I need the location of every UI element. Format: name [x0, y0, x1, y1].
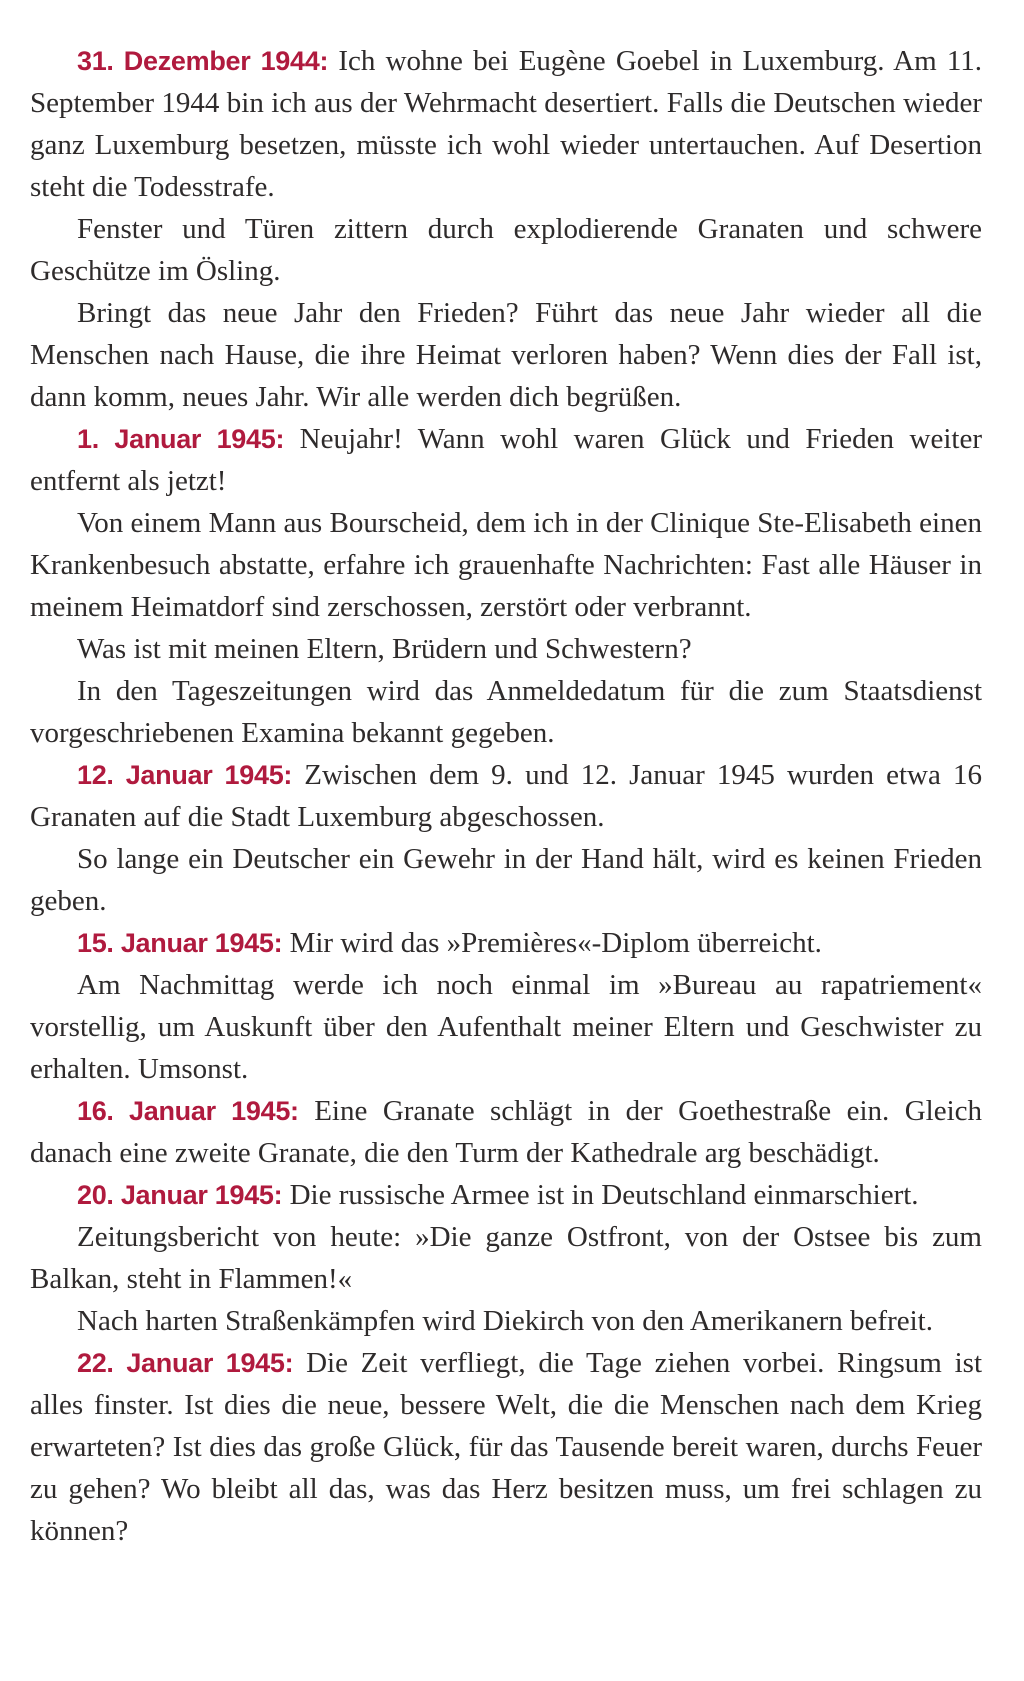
entry-text: Zwischen dem 9. und 12. Januar 1945 wurden etwa 16 Granaten auf die Stadt Luxemburg abgeschossen. [30, 759, 983, 833]
diary-paragraph: Zeitungsbericht von heute: »Die ganze Ostfront, von der Ostsee bis zum Balkan, steht in Flammen!« [30, 1221, 982, 1295]
entry-date: 12. Januar 1945: [77, 760, 293, 790]
entry-text: Ich wohne bei Eugène Goebel in Luxemburg. Am 11. September 1944 bin ich aus der Wehrmacht desertiert. Falls die Deutschen wieder ganz Luxemburg besetzen, müsste ich wohl wieder untertauchen. Auf Desertion steht die Todesstrafe. [30, 45, 983, 203]
entry-text: Neujahr! Wann wohl waren Glück und Frieden weiter entfernt als jetzt! [30, 423, 982, 497]
entry-date: 31. Dezember 1944: [77, 46, 329, 76]
diary-paragraph: Am Nachmittag werde ich noch einmal im »Bureau au rapatriement« vorstellig, um Auskunft über den Aufenthalt meiner Eltern und Geschwister zu erhalten. Umsonst. [30, 969, 982, 1085]
entry-date: 22. Januar 1945: [77, 1348, 294, 1378]
entry-date: 15. Januar 1945: [77, 928, 283, 958]
entry-text: Die russische Armee ist in Deutschland einmarschiert. [289, 1179, 919, 1211]
entry-date: 16. Januar 1945: [77, 1096, 299, 1126]
diary-paragraph: Was ist mit meinen Eltern, Brüdern und Schwestern? [77, 633, 692, 665]
diary-paragraph: So lange ein Deutscher ein Gewehr in der Hand hält, wird es keinen Frieden geben. [30, 843, 982, 917]
diary-paragraph [30, 418, 982, 502]
entry-text: Eine Granate schlägt in der Goethestraße ein. Gleich danach eine zweite Granate, die den Turm der Kathedrale arg beschädigt. [30, 1095, 983, 1169]
entry-date: 1. Januar 1945: [77, 424, 285, 454]
entry-text: Mir wird das »Premières«-Diplom überreicht. [289, 927, 822, 959]
diary-paragraph [30, 1174, 982, 1216]
entry-text: Die Zeit verfliegt, die Tage ziehen vorbei. Ringsum ist alles finster. Ist dies die neue, bessere Welt, die die Menschen nach dem Krieg erwarteten? Ist dies das große Glück, für das Tausende bereit waren, durchs Feuer zu gehen? Wo bleibt all das, was das Herz besitzen muss, um frei schlagen zu können? [30, 1347, 982, 1547]
diary-paragraph [30, 922, 982, 964]
diary-paragraph: Fenster und Türen zittern durch explodierende Granaten und schwere Geschütze im Ösling. [30, 213, 982, 287]
diary-paragraph [30, 1342, 982, 1552]
diary-paragraph: In den Tageszeitungen wird das Anmeldedatum für die zum Staatsdienst vorgeschriebenen Examina bekannt gegeben. [30, 675, 982, 749]
diary-paragraph: Von einem Mann aus Bourscheid, dem ich in der Clinique Ste-Elisabeth einen Krankenbesuch abstatte, erfahre ich grauenhafte Nachrichten: Fast alle Häuser in meinem Heimatdorf sind zerschossen, zerstört oder verbrannt. [30, 507, 982, 623]
diary-paragraph [30, 40, 982, 208]
entry-date: 20. Januar 1945: [77, 1180, 283, 1210]
diary-paragraph [30, 754, 982, 838]
diary-paragraph: Bringt das neue Jahr den Frieden? Führt das neue Jahr wieder all die Menschen nach Hause, die ihre Heimat verloren haben? Wenn dies der Fall ist, dann komm, neues Jahr. Wir alle werden dich begrüßen. [30, 297, 982, 413]
diary-paragraph [30, 1090, 982, 1174]
diary-paragraph: Nach harten Straßenkämpfen wird Diekirch von den Amerikanern befreit. [77, 1305, 933, 1337]
